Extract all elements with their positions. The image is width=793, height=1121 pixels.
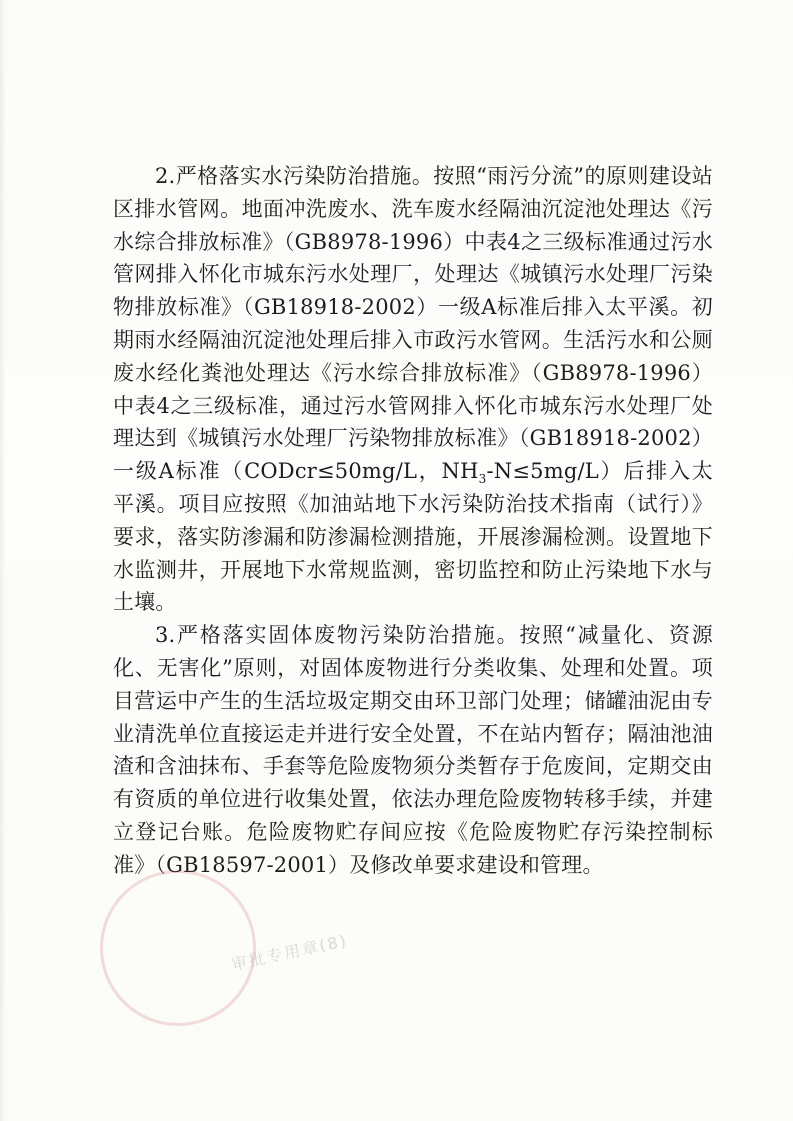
paragraph-water-pollution-part2: -N≤5mg/L）后排入太平溪。项目应按照《加油站地下水污染防治技术指南（试行）》要求，落实防渗漏和防渗漏检测措施，开展渗漏检测。设置地下水监测井，开展地下水常规监测，密切监控和防止污染地下水与土壤。 <box>113 459 713 615</box>
document-body <box>113 160 713 882</box>
paragraph-water-pollution <box>113 160 713 619</box>
official-seal-faint <box>100 870 256 1026</box>
paragraph-water-pollution-part1: 2.严格落实水污染防治措施。按照“雨污分流”的原则建设站区排水管网。地面冲洗废水、洗车废水经隔油沉淀池处理达《污水综合排放标准》（GB8978-1996）中表4之三级标准通过污水管网排入怀化市城东污水处理厂，处理达《城镇污水处理厂污染物排放标准》（GB18918-2002）一级A标准后排入太平溪。初期雨水经隔油沉淀池处理后排入市政污水管网。生活污水和公厕废水经化粪池处理达《污水综合排放标准》（GB8978-1996）中表4之三级标准，通过污水管网排入怀化市城东污水处理厂处理达到《城镇污水处理厂污染物排放标准》（GB18918-2002）一级A标准（CODcr≤50mg/L，NH <box>113 164 713 484</box>
scan-edge-shadow <box>0 0 6 1121</box>
seal-text-faint: 审批专用章(8) <box>229 930 350 975</box>
paragraph-solid-waste: 3.严格落实固体废物污染防治措施。按照“减量化、资源化、无害化”原则，对固体废物进行分类收集、处理和处置。项目营运中产生的生活垃圾定期交由环卫部门处理；储罐油泥由专业清洗单位直接运走并进行安全处置，不在站内暂存；隔油池油渣和含油抹布、手套等危险废物须分类暂存于危废间，定期交由有资质的单位进行收集处置，依法办理危险废物转移手续，并建立登记台账。危险废物贮存间应按《危险废物贮存污染控制标准》（GB18597-2001）及修改单要求建设和管理。 <box>113 623 713 877</box>
subscript-3: 3 <box>478 472 487 487</box>
